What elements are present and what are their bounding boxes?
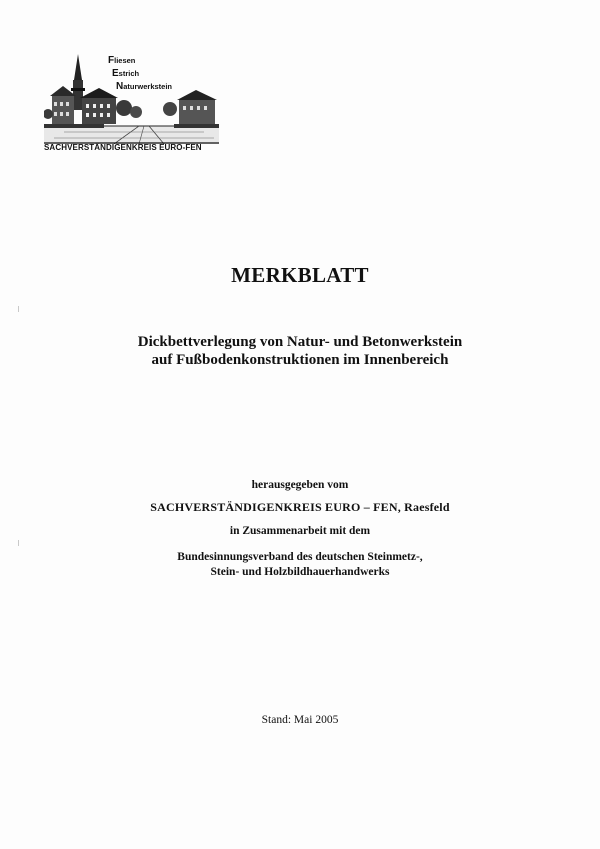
logo-caption: SACHVERSTÄNDIGENKREIS EURO-FEN xyxy=(44,143,202,152)
scan-mark xyxy=(18,306,19,312)
document-date: Stand: Mai 2005 xyxy=(261,714,339,726)
partner-line-1: Bundesinnungsverband des deutschen Steinmetz-, xyxy=(177,551,423,563)
logo-word-fliesen: Fliesen xyxy=(108,55,136,66)
document-subtitle xyxy=(0,333,600,369)
organization-logo xyxy=(44,50,224,160)
partner-organization xyxy=(0,550,600,580)
partner-line-2: Stein- und Holzbildhauerhandwerks xyxy=(210,566,390,578)
issued-by-text: herausgegeben vom xyxy=(251,479,349,491)
subtitle-line-2: auf Fußbodenkonstruktionen im Innenbereich xyxy=(151,352,449,368)
logo-wordmark xyxy=(108,54,172,93)
subtitle-line-1: Dickbettverlegung von Natur- und Betonwerkstein xyxy=(137,334,463,350)
logo-word-naturwerkstein: Naturwerkstein xyxy=(116,81,173,92)
logo-word-estrich: Estrich xyxy=(112,68,140,79)
document-title: MERKBLATT xyxy=(231,263,369,287)
scan-mark xyxy=(18,540,19,546)
cooperation-text: in Zusammenarbeit mit dem xyxy=(229,525,371,537)
publisher-name: SACHVERSTÄNDIGENKREIS EURO – FEN, Raesfeld xyxy=(150,500,450,514)
